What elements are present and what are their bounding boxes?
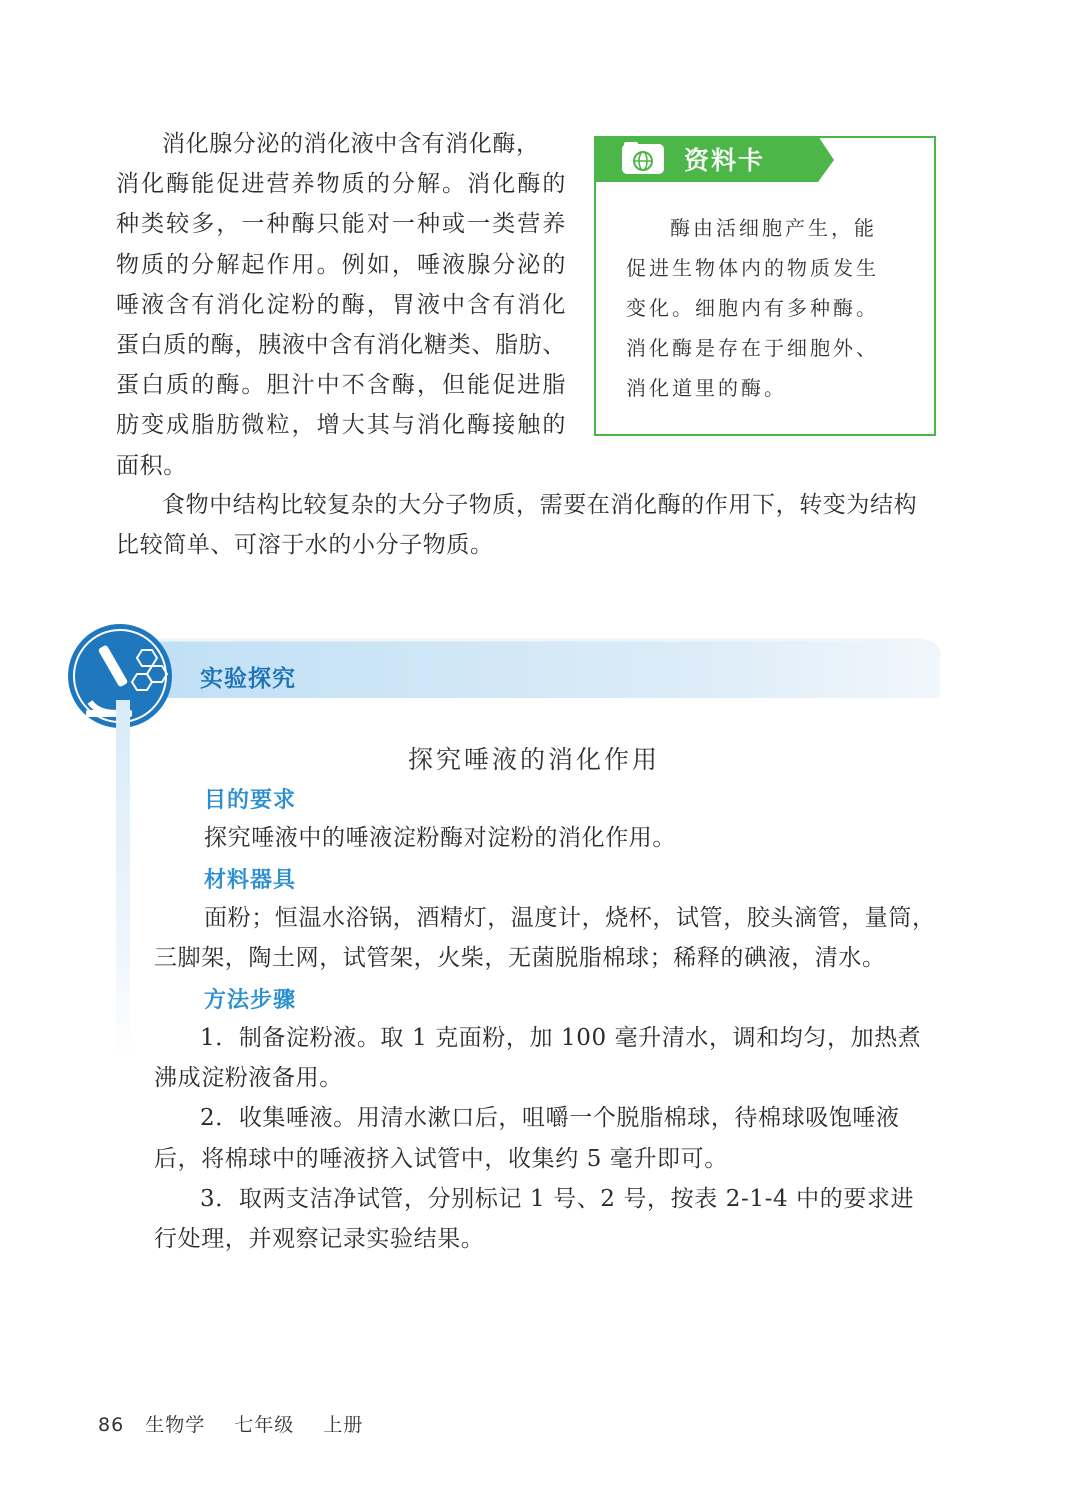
text-line: 面积。	[116, 452, 187, 479]
materials-text	[154, 898, 936, 978]
text-line: 消化道里的酶。	[626, 376, 787, 400]
text-line: 酶由活细胞产生，能	[670, 216, 877, 240]
footer-subject: 生物学	[145, 1414, 206, 1436]
footer-grade: 七年级	[234, 1414, 295, 1436]
experiment-banner	[60, 620, 950, 740]
step-line: 3．取两支洁净试管，分别标记 1 号、2 号，按表 2-1-4 中的要求进	[200, 1185, 915, 1212]
page-footer	[98, 1410, 363, 1437]
text-line: 蛋白质的酶，胰液中含有消化糖类、脂肪、	[116, 332, 566, 359]
info-card-text	[626, 208, 908, 408]
conclusion-paragraph	[116, 485, 940, 565]
folder-globe-icon	[622, 142, 664, 174]
steps-heading: 方法步骤	[204, 988, 297, 1013]
experiment-section-label: 实验探究	[200, 666, 296, 692]
text-line: 肪变成脂肪微粒，增大其与消化酶接触的	[116, 412, 566, 439]
text-line: 消化酶能促进营养物质的分解。消化酶的	[116, 171, 566, 198]
text-line: 面粉；恒温水浴锅，酒精灯，温度计，烧杯，试管，胶头滴管，量筒，	[204, 905, 936, 931]
step-line: 沸成淀粉液备用。	[154, 1065, 343, 1092]
text-line: 促进生物体内的物质发生	[626, 256, 879, 280]
text-line: 物质的分解起作用。例如，唾液腺分泌的	[116, 251, 566, 278]
experiment-title: 探究唾液的消化作用	[408, 745, 661, 774]
step-line: 1．制备淀粉液。取 1 克面粉，加 100 毫升清水，调和均匀，加热煮	[200, 1025, 922, 1051]
text-line: 三脚架，陶土网，试管架，火柴，无菌脱脂棉球；稀释的碘液，清水。	[154, 945, 886, 972]
goal-heading: 目的要求	[204, 788, 297, 813]
steps-list	[154, 1018, 922, 1259]
text-line: 唾液含有消化淀粉的酶，胃液中含有消化	[116, 291, 566, 318]
goal-text: 探究唾液中的唾液淀粉酶对淀粉的消化作用。	[204, 825, 676, 851]
page-number: 86	[98, 1414, 125, 1436]
text-line: 种类较多，一种酶只能对一种或一类营养	[116, 211, 566, 238]
step-line: 2．收集唾液。用清水漱口后，咀嚼一个脱脂棉球，待棉球吸饱唾液	[200, 1105, 900, 1132]
text-line: 蛋白质的酶。胆汁中不含酶，但能促进脂	[116, 372, 566, 399]
step-line: 后，将棉球中的唾液挤入试管中，收集约 5 毫升即可。	[154, 1145, 728, 1172]
footer-volume: 上册	[323, 1414, 364, 1436]
text-line: 变化。细胞内有多种酶。	[626, 296, 879, 320]
materials-heading: 材料器具	[204, 868, 297, 893]
step-line: 行处理，并观察记录实验结果。	[154, 1226, 485, 1253]
text-line: 消化腺分泌的消化液中含有消化酶，	[162, 131, 540, 157]
intro-paragraph	[116, 124, 566, 486]
text-line: 比较简单、可溶于水的小分子物质。	[116, 532, 494, 559]
info-card-title: 资料卡	[684, 146, 766, 175]
text-line: 食物中结构比较复杂的大分子物质，需要在消化酶的作用下，转变为结构	[162, 492, 918, 518]
text-line: 消化酶是存在于细胞外、	[626, 336, 879, 360]
experiment-sidebar-decoration	[116, 700, 130, 1060]
